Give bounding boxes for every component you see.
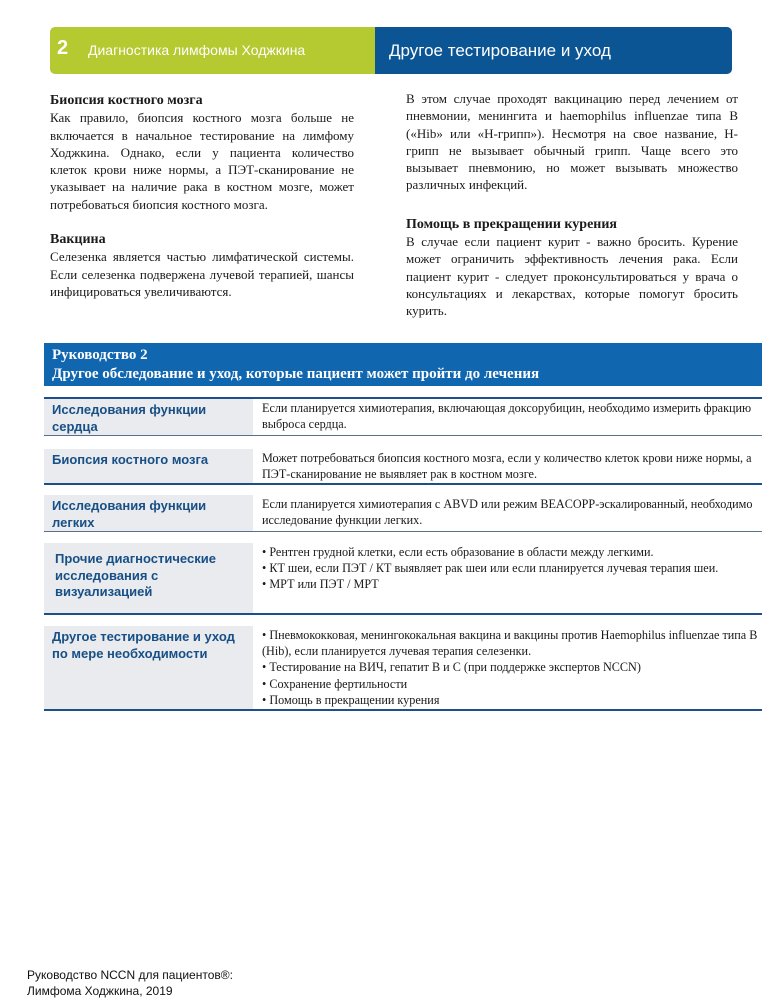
row-label: Биопсия костного мозга xyxy=(52,452,209,467)
bone-marrow-heading: Биопсия костного мозга xyxy=(50,93,203,108)
vaccine-heading: Вакцина xyxy=(50,232,106,248)
page-title: Другое тестирование и уход xyxy=(389,41,611,60)
row-line: • Тестирование на ВИЧ, гепатит B и C (при поддержке экспертов NCCN) xyxy=(262,660,641,675)
row-text xyxy=(262,627,760,708)
row-line: Может потребоваться биопсия костного мозга, если у количество клеток крови ниже нормы, а ПЭТ-сканирование не выявляет рак в костном мозге. xyxy=(262,451,752,482)
table-divider xyxy=(44,531,762,532)
row-text xyxy=(262,400,760,432)
smoking-heading: Помощь в прекращении курения xyxy=(406,216,617,232)
vaccine-text: Селезенка является частью лимфатической системы. Если селезенка подвержена лучевой терапией, шансы инфицироваться увеличиваются. xyxy=(50,249,354,299)
table-row xyxy=(44,626,762,709)
row-label-cell xyxy=(44,495,253,531)
table-row xyxy=(44,399,762,435)
guide-header xyxy=(44,343,762,386)
footer-line-1: Руководство NCCN для пациентов®: xyxy=(27,968,233,982)
footer-line-2: Лимфома Ходжкина, 2019 xyxy=(27,984,173,998)
guide-number: Руководство 2 xyxy=(52,347,148,363)
row-label-cell xyxy=(44,399,253,435)
row-line: • МРТ или ПЭТ / МРТ xyxy=(262,577,379,592)
row-text xyxy=(262,496,760,528)
table-row xyxy=(44,495,762,531)
row-line: • Помощь в прекращении курения xyxy=(262,692,440,707)
row-line: • КТ шеи, если ПЭТ / КТ выявляет рак шеи или если планируется лучевая терапия шеи. xyxy=(262,561,719,576)
row-line: • Пневмококковая, менингококальная вакцина и вакцины против Haemophilus influenzae типа B (Hib), если планируется лучевая терапия селезенки. xyxy=(262,628,758,659)
table-row xyxy=(44,449,762,483)
table-divider xyxy=(44,435,762,436)
chapter-number: 2 xyxy=(57,37,69,59)
right-column xyxy=(406,90,738,320)
bone-marrow-text: Как правило, биопсия костного мозга больше не включается в начальное тестирование на лимфому Ходжкина. Однако, если у пациента количество клеток крови ниже нормы, а ПЭТ-сканирование не указывает на наличие рака в костном мозге, может потребоваться биопсия костного мозга. xyxy=(50,110,354,212)
smoking-text: В случае если пациент курит - важно бросить. Курение может ограничить эффективность лечения рака. Если пациент курит - следует проконсультироваться у врача о консультациях и лекарствах, которые помогут бросить курить. xyxy=(406,234,738,319)
table-row xyxy=(44,543,762,613)
guide-title: Другое обследование и уход, которые пациент может пройти до лечения xyxy=(52,366,540,382)
chapter-header-right xyxy=(375,27,732,74)
row-label-cell xyxy=(44,543,253,613)
chapter-section-title: Диагностика лимфомы Ходжкина xyxy=(88,42,306,58)
table-divider xyxy=(44,483,762,485)
row-line: Если планируется химиотерапия с ABVD или режим BEACOPP-эскалированный, необходимо исследование функции легких. xyxy=(262,497,753,528)
row-label: Прочие диагностические исследования с визуализацией xyxy=(55,551,216,599)
row-label: Исследования функции сердца xyxy=(52,402,207,434)
left-column xyxy=(50,92,354,300)
row-label: Другое тестирование и уход по мере необходимости xyxy=(52,629,235,661)
page-footer xyxy=(27,967,233,999)
row-label-cell xyxy=(44,626,253,709)
table-divider xyxy=(44,709,762,711)
row-label: Исследования функции легких xyxy=(52,498,207,530)
table-divider xyxy=(44,613,762,615)
row-line: • Сохранение фертильности xyxy=(262,676,408,691)
row-text xyxy=(262,450,760,482)
vaccine-continued-text: В этом случае проходят вакцинацию перед лечением от пневмонии, менингита и haemophilus influenzae типа B («Hib» или «Н-грипп»). Несмотря на свое название, Н-грипп не вызывает обычный грипп. Чаще всего это вызывает пневмонию, но может вызывать множество различных инфекций. xyxy=(406,91,738,193)
row-text xyxy=(262,544,760,593)
row-label-cell xyxy=(44,449,253,483)
row-line: • Рентген грудной клетки, если есть образование в области между легкими. xyxy=(262,545,654,559)
chapter-header-left xyxy=(50,27,375,74)
chapter-header xyxy=(50,27,732,74)
row-line: Если планируется химиотерапия, включающая доксорубицин, необходимо измерить фракцию выброса сердца. xyxy=(262,401,752,432)
